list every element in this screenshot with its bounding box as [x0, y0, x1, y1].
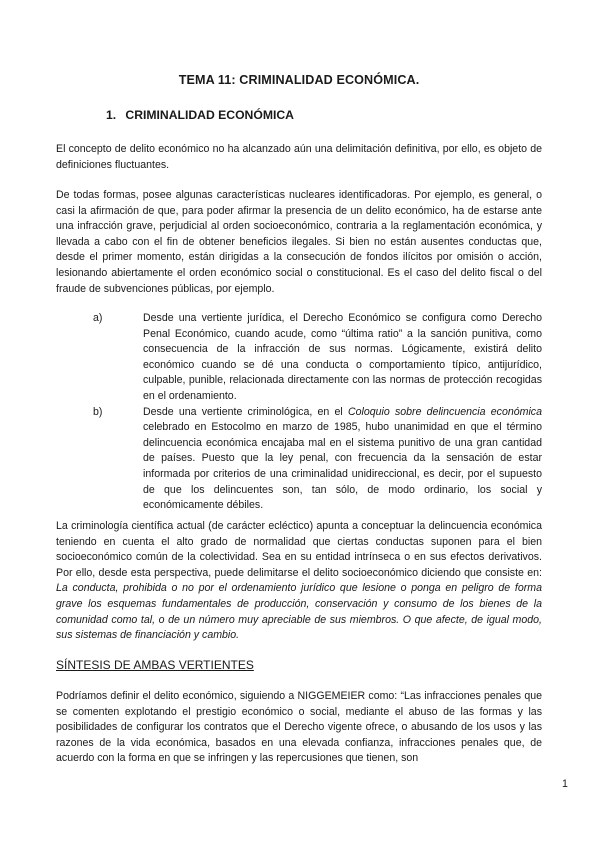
synthesis-heading: SÍNTESIS DE AMBAS VERTIENTES: [56, 658, 254, 672]
section-number: 1.: [106, 108, 117, 122]
list-marker: b): [93, 405, 103, 418]
paragraph-4: Podríamos definir el delito económico, siguiendo a NIGGEMEIER como: “Las infracciones penales que se comenten explotando el prestigio económico o social, mediante el abuso de las formas y las posibilidades de configurar los contratos que el Derecho vigente ofrece, o abusando de los usos y las razones de la vida económica, basados en una elevada confianza, infracciones penales que, de acuerdo con la forma en que se infringen y las repercusiones que tienen, son: [56, 690, 542, 765]
list-item-emphasis: Coloquio sobre delincuencia económica: [347, 405, 542, 418]
section-label: CRIMINALIDAD ECONÓMICA: [125, 108, 294, 122]
section-heading: [106, 108, 294, 122]
list-item-b: [93, 405, 542, 514]
list-marker: a): [93, 312, 103, 324]
list-item-text: Desde una vertiente jurídica, el Derecho Económico se configura como Derecho Penal Económico, cuando acude, como “última ratio” a la sanción punitiva, como consecuencia de la infracción de sus normas. Lógicamente, existirá delito económico cuando se dé una conducta o comportamiento típico, antijurídico, culpable, punible, relacionada directamente con las normas de protección recogidas en el ordenamiento.: [143, 312, 542, 402]
page-title: TEMA 11: CRIMINALIDAD ECONÓMICA.: [178, 73, 420, 87]
paragraph-2: De todas formas, posee algunas características nucleares identificadoras. Por ejemplo, es general, o casi la afirmación de que, para poder afirmar la presencia de un delito económico, ha de estarse ante una infracción grave, perjudicial al orden socioeconómico, contraria a la reglamentación económica, y llevada a cabo con el fin de obtener beneficios ilegales. Si bien no están ausentes conductas que, desde el primer momento, están dirigidas a la consecución de fondos ilícitos por omisión o acción, lesionando abiertamente el orden económico social o constitucional. Es el caso del delito fiscal o del fraude de subvenciones públicas, por ejemplo.: [56, 189, 542, 295]
list-item-text: Desde una vertiente criminológica, en el: [143, 405, 343, 418]
list-item-text: celebrado en Estocolmo en marzo de 1985, hubo unanimidad en que el término delincuencia económica encajaba mal en el sistema punitivo de una gran cantidad de países. Puesto que la ley penal, con frecuencia da la sensación de estar informada por criterios de una criminalidad unidireccional, es decir, por el supuesto de que los delincuentes son, tan sólo, de modo ordinario, los social y económicamente débiles.: [143, 421, 542, 512]
definition-quote: La conducta, prohibida o no por el ordenamiento jurídico que lesione o ponga en peligro de forma grave los esquemas fundamentales de producción, conservación y consumo de los bienes de la comunidad como tal, o de un número muy apreciable de sus miembros. O que afecte, de igual modo, sus sistemas de financiación y cambio.: [56, 582, 542, 642]
paragraph-3-text: La criminología científica actual (de carácter ecléctico) apunta a conceptuar la delincuencia económica teniendo en cuenta el alto grado de normalidad que ciertas conductas suponen para el bien socioeconómico común de la colectividad. Sea en su entidad intrínseca o en sus efectos derivativos. Por ello, desde esta perspectiva, puede delimitarse el delito socioeconómico diciendo que consiste en:: [56, 520, 542, 579]
criteria-list: [93, 311, 542, 514]
page-number: 1: [562, 778, 568, 790]
list-item-a: [93, 311, 542, 405]
paragraph-3: [56, 519, 542, 644]
paragraph-1: El concepto de delito económico no ha alcanzado aún una delimitación definitiva, por ello, es objeto de definiciones fluctuantes.: [56, 143, 542, 171]
